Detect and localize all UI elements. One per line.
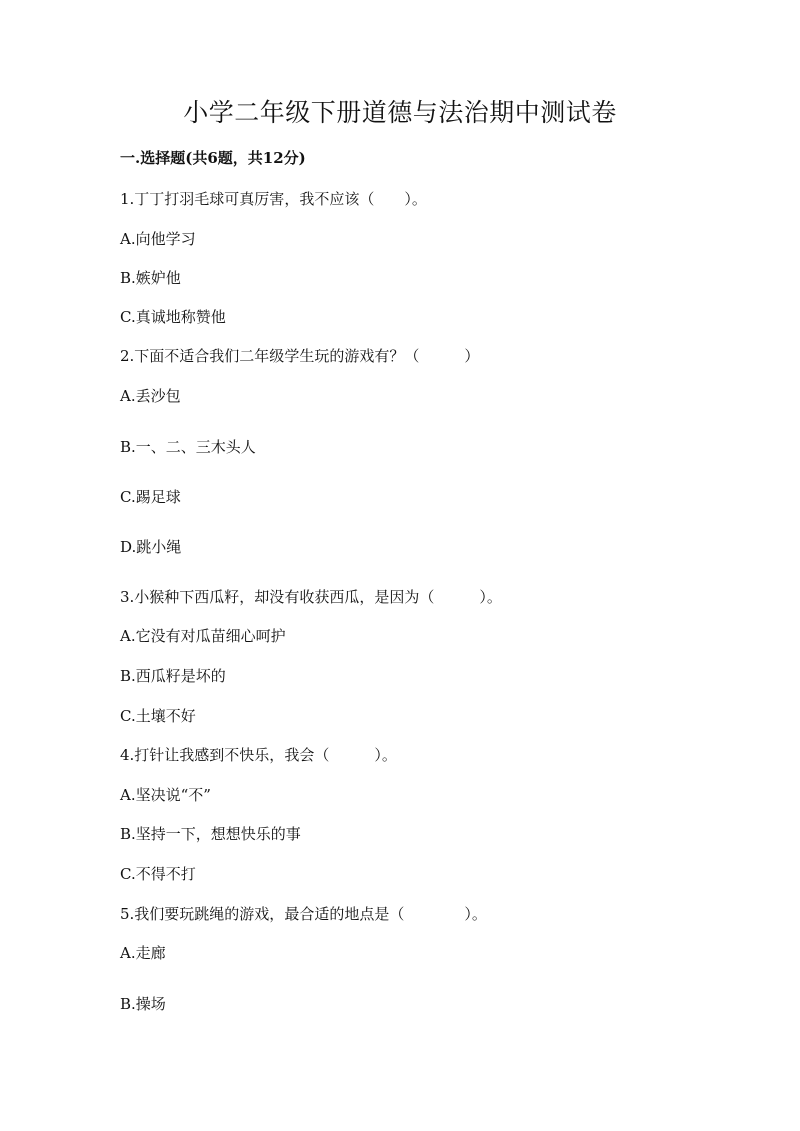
question-4-stem: 4.打针让我感到不快乐，我会（ ）。 (120, 746, 397, 764)
question-5-stem: 5.我们要玩跳绳的游戏，最合适的地点是（ ）。 (120, 905, 487, 923)
question-5-option-b: B.操场 (120, 995, 166, 1013)
question-1-stem: 1.丁丁打羽毛球可真厉害，我不应该（ ）。 (120, 190, 427, 208)
question-3-option-c: C.土壤不好 (120, 707, 196, 725)
question-4-option-c: C.不得不打 (120, 865, 196, 883)
question-3-option-b: B.西瓜籽是坏的 (120, 667, 226, 685)
page-title: 小学二年级下册道德与法治期中测试卷 (183, 98, 617, 127)
question-2-stem: 2.下面不适合我们二年级学生玩的游戏有？（ ） (120, 347, 480, 365)
section-heading: 一.选择题(共6题，共12分) (120, 149, 306, 167)
question-2-option-a: A.丢沙包 (120, 387, 181, 405)
question-1-option-b: B.嫉妒他 (120, 269, 181, 287)
question-1-option-a: A.向他学习 (120, 230, 196, 248)
question-1-option-c: C.真诚地称赞他 (120, 308, 226, 326)
question-5-option-a: A.走廊 (120, 944, 166, 962)
question-4-option-b: B.坚持一下，想想快乐的事 (120, 825, 301, 843)
question-3-option-a: A.它没有对瓜苗细心呵护 (120, 627, 286, 645)
question-4-option-a: A.坚决说“不” (120, 786, 211, 804)
question-2-option-b: B.一、二、三木头人 (120, 438, 256, 456)
question-3-stem: 3.小猴种下西瓜籽，却没有收获西瓜，是因为（ ）。 (120, 588, 502, 606)
question-2-option-d: D.跳小绳 (120, 538, 182, 556)
question-2-option-c: C.踢足球 (120, 488, 181, 506)
